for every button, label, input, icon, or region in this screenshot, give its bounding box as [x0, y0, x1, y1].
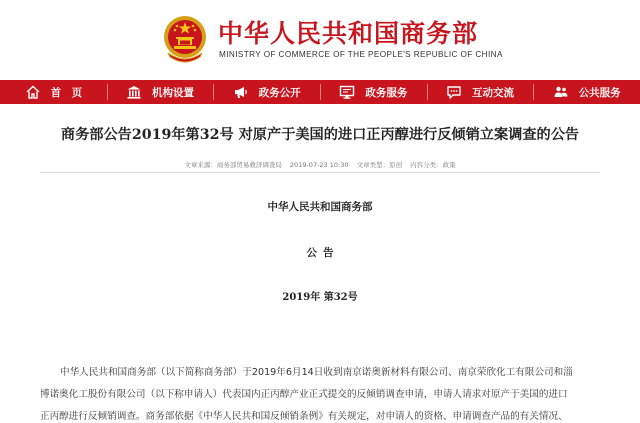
public-service-icon — [553, 84, 569, 100]
nav-item-institutions[interactable] — [107, 80, 214, 104]
nav-item-label: 机构设置 — [152, 86, 194, 99]
meta-divider — [40, 172, 600, 173]
paragraph-line: 中华人民共和国商务部（以下简称商务部）于2019年6月14日收到南京诺奥新材料有限公司、南京荣欣化工有限公司和淄 — [60, 367, 573, 378]
document-number: 2019年 第32号 — [282, 292, 358, 303]
chat-bubble-icon — [446, 84, 462, 100]
article-type: 文章类型：原创 — [356, 161, 403, 169]
article-category: 内容分类：政策 — [410, 161, 456, 169]
nav-item-label: 公共服务 — [578, 86, 621, 99]
article-title: 商务部公告2019年第32号 对原产于美国的进口正丙醇进行反倾销立案调查的公告 — [60, 127, 580, 143]
paragraph-line: 博诺奥化工股份有限公司（以下称申请人）代表国内正丙醇产业正式提交的反倾销调查申请，申请人请求对原产于美国的进口 — [40, 389, 568, 400]
home-icon — [25, 84, 41, 100]
nav-item-government-services[interactable] — [320, 80, 427, 104]
nav-item-label: 政务公开 — [258, 86, 301, 99]
article-date: 2019-07-23 10:30 — [289, 161, 349, 169]
document-heading: 公告 — [306, 247, 340, 259]
main-nav — [0, 80, 640, 104]
nav-item-government-affairs[interactable] — [213, 80, 320, 104]
nav-item-home[interactable] — [0, 80, 107, 104]
article-source: 文章来源：商务部贸易救济调查局 — [184, 161, 282, 169]
document-issuer: 中华人民共和国商务部 — [267, 201, 373, 213]
ministry-name-cn[interactable]: 中华人民共和国商务部 — [218, 19, 479, 48]
nav-item-public-services[interactable] — [533, 80, 640, 104]
nav-item-label: 互动交流 — [472, 86, 515, 99]
site-header — [0, 0, 640, 80]
article-meta — [0, 160, 640, 169]
announcement-icon — [233, 84, 249, 100]
nav-item-label: 政务服务 — [365, 86, 408, 99]
nav-item-interaction[interactable] — [427, 80, 534, 104]
institution-icon — [126, 84, 142, 100]
ministry-name-en: MINISTRY OF COMMERCE OF THE PEOPLE'S REPUBLIC OF CHINA — [219, 50, 503, 59]
nav-item-label: 首 页 — [50, 86, 83, 99]
service-monitor-icon — [339, 84, 355, 100]
national-emblem-icon[interactable] — [162, 13, 208, 63]
paragraph-line: 正丙醇进行反倾销调查。商务部依据《中华人民共和国反倾销条例》有关规定，对申请人的资格、申请调查产品的有关情况、 — [40, 411, 568, 422]
